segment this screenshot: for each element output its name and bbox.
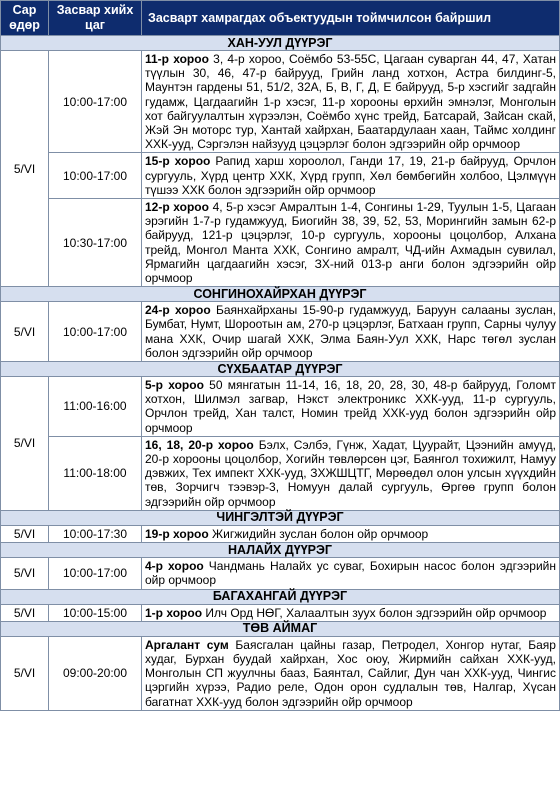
area-name: 5-р хороо: [145, 378, 204, 393]
location-text: Баясгалан цайны газар, Петродел, Хонгор нутаг, Баяр худаг, Бурхан буудай хайрхан, Хос оюу, Жирмийн сайхан ХХК-ууд, Монголын СП жуулчны бааз, Баянтал, Сайлиг, Дун чан ХХК-ууд, Чингис цэргийн хүрээ, Радио реле, Одон орон судлалын төв, Налгар, Хүсан багатнат ХХК-ууд болон эдгээрийн ойр орчмоор: [145, 637, 556, 709]
location-text: 3, 4-р хороо, Соёмбо 53-55С, Цагаан суварган 44, 47, Хатан түүлын 30, 46, 47-р байрууд, Грийн ланд хотхон, Астра билдинг-5, Маунтэн гардены 51, 51/2, 32А, Б, В, Г, Д, Е байрууд, 5-р хэсгийг задгайн гудамж, Цагдаагийн 1-р хэсэг, 11-р хорооны өрхийн эмнэлэг, Монголын хот байгуулалтын хүрээлэн, Соёмбо хүнс трейд, Батсарай, Зайсан скай, Жэй Эн моторс тур, Хантай хайрхан, Баатардулаан хаан, Таймс холдинг ХХК-ууд, Сэргэлэн найзууд цэцэрлэг болон эдгээрийн ойр орчмоор: [145, 52, 556, 152]
section-row: [1, 510, 560, 525]
location-text: 4, 5-р хэсэг Амралтын 1-4, Сонгины 1-29, Туулын 1-5, Цагаан эрэгийн 1-7-р гудамжууд, Биогийн 38, 39, 52, 53, Морингийн замын 62-р байрууд, 121-р цэцэрлэг, 10-р сургууль, хорооны цоцолбор, Алхана трейд, Монгол Манта ХХК, Сонгино амралт, ЧД-ийн Ахмадын сувилал, Ярмагийн цагдаагийн хэсэг, ЗХ-ний 013-р анги болон эдгээрийн ойр орчмоор: [145, 200, 556, 286]
header-row: [1, 1, 560, 36]
header-location: Засварт хамрагдах объектуудын тоймчилсон байршил: [142, 1, 560, 36]
section-row: [1, 362, 560, 377]
table-row: [1, 558, 560, 589]
section-title: СҮХБААТАР ДҮҮРЭГ: [1, 362, 560, 377]
time-cell: 09:00-20:00: [49, 636, 142, 710]
time-cell: 10:00-17:00: [49, 153, 142, 199]
location-text: 50 мянгатын 11-14, 16, 18, 20, 28, 30, 48-р байрууд, Голомт хотхон, Шилмэл загвар, Нэкст электроникс ХХК-ууд, 11-р сургууль, Орчлон трейд, Хан талст, Номин трейд ХХК-ууд болон эдгээрийн ойр орчмоор: [145, 378, 556, 435]
location-cell: [142, 153, 560, 199]
table-row: [1, 302, 560, 362]
table-row: [1, 377, 560, 437]
time-cell: 11:00-16:00: [49, 377, 142, 437]
area-name: 19-р хороо: [145, 526, 209, 541]
location-cell: [142, 636, 560, 710]
location-text: Баянхайрханы 15-90-р гудамжууд, Баруун салааны зуслан, Бумбат, Нумт, Шороотын ам, 270-р цэцэрлэг, Батхаан групп, Сарны чулуу мана ХХК, Очир шагай ХХК, Элма Баян-Уул ХХК, Нарс төгөл зуслан болон эдгээрийн ойр орчмоор: [145, 303, 557, 360]
location-text: Чандмань Налайх ус суваг, Бохирын насос болон эдгээрийн ойр орчмоор: [145, 559, 557, 588]
table-row: [1, 636, 560, 710]
time-cell: 11:00-18:00: [49, 436, 142, 510]
time-cell: 10:00-15:00: [49, 604, 142, 621]
location-cell: [142, 558, 560, 589]
area-name: Аргалант сум: [145, 637, 229, 652]
time-cell: 10:00-17:00: [49, 51, 142, 153]
time-cell: 10:00-17:00: [49, 558, 142, 589]
section-title: ТӨВ АЙМАГ: [1, 621, 560, 636]
time-cell: 10:00-17:30: [49, 525, 142, 542]
header-date: Сар өдөр: [1, 1, 49, 36]
area-name: 11-р хороо: [145, 52, 209, 66]
date-cell: 5/VI: [1, 558, 49, 589]
section-row: [1, 287, 560, 302]
area-name: 4-р хороо: [145, 559, 204, 574]
location-text: Бэлх, Сэлбэ, Гүнж, Хадат, Цуурайт, Цээнийн амуүд, 20-р хорооны цоцолбор, Хогийн төвлөрсөн цэг, Баянгол тохижилт, Намуу дэвжих, Тех импект ХХК-ууд, ЗХЖШЦТГ, Мөрөөдөл олон улсын хүүхдийн төв, Зорчигч тээвэр-3, Номуун далай сургууль, Өргөө групп болон эдгээрийн ойр орчмоор: [145, 437, 557, 509]
table-row: [1, 525, 560, 542]
section-row: [1, 621, 560, 636]
time-cell: 10:00-17:00: [49, 302, 142, 362]
table-row: [1, 153, 560, 199]
section-title: БАГАХАНГАЙ ДҮҮРЭГ: [1, 589, 560, 604]
section-title: НАЛАЙХ ДҮҮРЭГ: [1, 543, 560, 558]
section-row: [1, 543, 560, 558]
section-title: ЧИНГЭЛТЭЙ ДҮҮРЭГ: [1, 510, 560, 525]
date-cell: 5/VI: [1, 636, 49, 710]
location-cell: [142, 377, 560, 437]
date-cell: 5/VI: [1, 377, 49, 511]
area-name: 12-р хороо: [145, 200, 209, 215]
date-cell: 5/VI: [1, 604, 49, 621]
time-cell: 10:30-17:00: [49, 199, 142, 287]
date-cell: 5/VI: [1, 302, 49, 362]
location-cell: [142, 604, 560, 621]
section-row: [1, 589, 560, 604]
date-cell: 5/VI: [1, 51, 49, 287]
section-title: ХАН-УУЛ ДҮҮРЭГ: [1, 36, 560, 51]
table-row: [1, 436, 560, 510]
table-row: [1, 51, 560, 153]
location-cell: [142, 525, 560, 542]
area-name: 15-р хороо: [145, 154, 211, 169]
location-cell: [142, 436, 560, 510]
location-cell: [142, 199, 560, 287]
location-text: Рапид харш хороолол, Ганди 17, 19, 21-р байрууд, Орчлон сургууль, Хүрд центр ХХК, Хүрд групп, Хөл бөмбөгийн холбоо, Цэлмүүн түшээ ХХК болон эдгээрийн ойр орчмоор: [145, 154, 556, 197]
area-name: 1-р хороо: [145, 605, 203, 620]
location-text: Жигжидийн зуслан болон ойр орчмоор: [212, 526, 429, 541]
section-row: [1, 36, 560, 51]
table-row: [1, 604, 560, 621]
section-title: СОНГИНОХАЙРХАН ДҮҮРЭГ: [1, 287, 560, 302]
location-text: Илч Орд НӨГ, Халаалтын зуух болон эдгээрийн ойр орчмоор: [205, 605, 547, 620]
header-time: Засвар хийх цаг: [49, 1, 142, 36]
table-row: [1, 199, 560, 287]
area-name: 24-р хороо: [145, 303, 211, 318]
date-cell: 5/VI: [1, 525, 49, 542]
location-cell: [142, 51, 560, 153]
location-cell: [142, 302, 560, 362]
area-name: 16, 18, 20-р хороо: [145, 437, 254, 452]
